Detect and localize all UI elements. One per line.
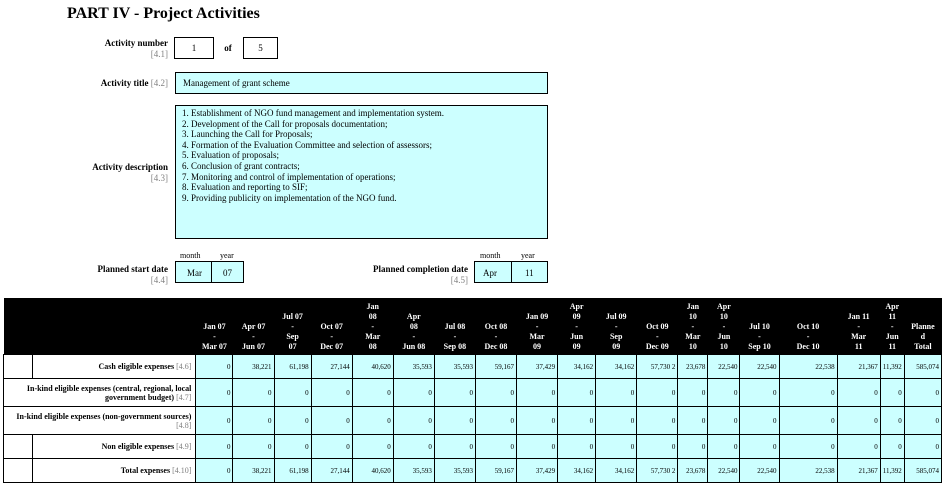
expense-cell[interactable]: 0 bbox=[708, 407, 740, 435]
expense-cell[interactable]: 35,593 bbox=[393, 459, 434, 483]
expense-cell[interactable]: 0 bbox=[517, 435, 558, 459]
period-header: Apr 10 - Jun 10 bbox=[708, 298, 740, 355]
expense-cell[interactable]: 61,198 bbox=[274, 459, 311, 483]
completion-year-label: year bbox=[521, 251, 535, 260]
expense-cell[interactable]: 0 bbox=[678, 407, 708, 435]
expense-cell[interactable]: 38,221 bbox=[233, 355, 274, 379]
row-label: In-kind eligible expenses (non-government sources) [4.8] bbox=[4, 407, 196, 435]
period-header: Apr 08 - Jun 08 bbox=[393, 298, 434, 355]
expense-cell[interactable]: 0 bbox=[274, 407, 311, 435]
expense-cell[interactable]: 35,593 bbox=[434, 459, 475, 483]
expense-cell[interactable]: 0 bbox=[904, 435, 941, 459]
period-header: Apr 11 - Jun 11 bbox=[880, 298, 904, 355]
expense-cell[interactable]: 0 bbox=[196, 407, 233, 435]
expense-cell[interactable]: 0 bbox=[393, 435, 434, 459]
period-header: Oct 08 - Dec 08 bbox=[475, 298, 516, 355]
expense-cell[interactable]: 40,620 bbox=[352, 355, 393, 379]
row-indent bbox=[4, 355, 33, 379]
expense-cell[interactable]: 0 bbox=[596, 407, 637, 435]
activity-number-code: [4.1] bbox=[150, 49, 168, 59]
row-indent bbox=[4, 435, 33, 459]
period-header: Apr 09 - Jun 09 bbox=[558, 298, 596, 355]
expense-cell[interactable]: 61,198 bbox=[274, 355, 311, 379]
activity-description-textarea[interactable] bbox=[175, 105, 548, 239]
start-month-value: Mar bbox=[187, 268, 202, 278]
expense-cell[interactable]: 35,593 bbox=[393, 355, 434, 379]
expense-cell[interactable]: 0 bbox=[904, 407, 941, 435]
table-row bbox=[4, 407, 942, 435]
expense-cell[interactable]: 0 bbox=[233, 407, 274, 435]
expense-cell[interactable]: 0 bbox=[904, 379, 941, 407]
expense-cell[interactable]: 0 bbox=[708, 435, 740, 459]
start-year-label: year bbox=[220, 251, 234, 260]
start-month-label: month bbox=[180, 251, 201, 260]
expense-cell[interactable]: 0 bbox=[434, 435, 475, 459]
expense-cell[interactable]: 59,167 bbox=[475, 459, 516, 483]
description-line: 7. Monitoring and control of implementation of operations; bbox=[182, 171, 396, 182]
header-blank bbox=[4, 298, 196, 355]
expense-cell[interactable]: 22,540 bbox=[708, 459, 740, 483]
planned-completion-code: [4.5] bbox=[450, 275, 468, 285]
expense-cell[interactable]: 0 bbox=[740, 379, 779, 407]
activity-total-value: 5 bbox=[258, 42, 263, 53]
expense-cell[interactable]: 22,540 bbox=[740, 355, 779, 379]
activity-title-value: Management of grant scheme bbox=[183, 78, 290, 88]
description-line: 9. Providing publicity on implementation of the NGO fund. bbox=[182, 192, 397, 203]
expense-cell[interactable]: 0 bbox=[233, 379, 274, 407]
expense-cell[interactable]: 0 bbox=[558, 435, 596, 459]
activity-number-value: 1 bbox=[191, 42, 197, 53]
table-row bbox=[4, 379, 942, 407]
period-header: Jan 09 - Mar 09 bbox=[517, 298, 558, 355]
row-label: Cash eligible expenses [4.6] bbox=[33, 355, 196, 379]
expense-cell[interactable]: 0 bbox=[880, 379, 904, 407]
expense-cell[interactable]: 34,162 bbox=[596, 355, 637, 379]
description-line: 5. Evaluation of proposals; bbox=[182, 150, 279, 161]
expense-cell[interactable]: 0 bbox=[596, 435, 637, 459]
expense-cell[interactable]: 0 bbox=[352, 379, 393, 407]
expense-cell[interactable]: 35,593 bbox=[434, 355, 475, 379]
expense-cell[interactable]: 0 bbox=[678, 379, 708, 407]
expense-cell[interactable]: 0 bbox=[233, 435, 274, 459]
expense-cell[interactable]: 27,144 bbox=[311, 459, 352, 483]
expense-cell[interactable]: 0 bbox=[196, 459, 233, 483]
expense-cell[interactable]: 0 bbox=[393, 379, 434, 407]
expense-cell[interactable]: 0 bbox=[880, 407, 904, 435]
expense-cell[interactable]: 0 bbox=[637, 407, 678, 435]
activity-description-code: [4.3] bbox=[150, 173, 168, 183]
period-header: Oct 07 - Dec 07 bbox=[311, 298, 352, 355]
expense-cell[interactable]: 0 bbox=[475, 379, 516, 407]
expense-cell[interactable]: 21,367 bbox=[837, 459, 880, 483]
period-header: Jan 07 - Mar 07 bbox=[196, 298, 233, 355]
period-header: Jan 10 - Mar 10 bbox=[678, 298, 708, 355]
completion-month-select[interactable] bbox=[474, 261, 512, 283]
expense-cell[interactable]: 0 bbox=[558, 407, 596, 435]
expense-cell[interactable]: 22,538 bbox=[779, 459, 837, 483]
expense-cell[interactable]: 585,074 bbox=[904, 355, 941, 379]
activity-total-input[interactable] bbox=[243, 37, 278, 59]
expense-cell[interactable]: 0 bbox=[637, 435, 678, 459]
activity-title-label: Activity title [4.2] bbox=[100, 78, 168, 88]
expense-cell[interactable]: 0 bbox=[393, 407, 434, 435]
expense-cell[interactable]: 40,620 bbox=[352, 459, 393, 483]
expense-cell[interactable]: 23,678 bbox=[678, 459, 708, 483]
completion-year-value: 11 bbox=[525, 268, 534, 278]
expense-cell[interactable]: 23,678 bbox=[678, 355, 708, 379]
page-title: PART IV - Project Activities bbox=[67, 5, 260, 22]
period-header: Oct 09 - Dec 09 bbox=[637, 298, 678, 355]
expense-cell[interactable]: 0 bbox=[837, 407, 880, 435]
expenses-table bbox=[3, 298, 942, 483]
activity-title-code: [4.2] bbox=[150, 78, 168, 88]
row-label: In-kind eligible expenses (central, regional, local government budget) [4.7] bbox=[4, 379, 196, 407]
expense-cell[interactable]: 11,392 bbox=[880, 355, 904, 379]
planned-start-code: [4.4] bbox=[150, 275, 168, 285]
expense-cell[interactable]: 11,392 bbox=[880, 459, 904, 483]
completion-month-value: Apr bbox=[483, 268, 497, 278]
description-line: 4. Formation of the Evaluation Committee and selection of assessors; bbox=[182, 139, 432, 150]
table-row bbox=[4, 459, 942, 483]
expense-cell[interactable]: 38,221 bbox=[233, 459, 274, 483]
expense-cell[interactable]: 0 bbox=[352, 407, 393, 435]
planned-completion-label: Planned completion date [4.5] bbox=[372, 264, 468, 285]
expense-cell[interactable]: 0 bbox=[517, 379, 558, 407]
expense-cell[interactable]: 0 bbox=[596, 379, 637, 407]
activity-title-input[interactable] bbox=[175, 72, 548, 94]
expense-cell[interactable]: 0 bbox=[779, 407, 837, 435]
expense-cell[interactable]: 0 bbox=[678, 435, 708, 459]
expense-cell[interactable]: 22,540 bbox=[740, 459, 779, 483]
table-header-row bbox=[4, 298, 942, 355]
description-line: 8. Evaluation and reporting to SIF; bbox=[182, 182, 308, 193]
expense-cell[interactable]: 0 bbox=[311, 435, 352, 459]
expense-cell[interactable]: 0 bbox=[779, 379, 837, 407]
expense-cell[interactable]: 0 bbox=[740, 407, 779, 435]
completion-year-input[interactable] bbox=[511, 261, 548, 283]
expense-cell[interactable]: 59,167 bbox=[475, 355, 516, 379]
period-header: Jul 09 - Sep 09 bbox=[596, 298, 637, 355]
activity-description-label: Activity description [4.3] bbox=[92, 162, 168, 183]
period-header: Jan 08 - Mar 08 bbox=[352, 298, 393, 355]
expense-cell[interactable]: 0 bbox=[352, 435, 393, 459]
expense-cell[interactable]: 0 bbox=[475, 407, 516, 435]
expense-cell[interactable]: 0 bbox=[779, 435, 837, 459]
start-year-value: 07 bbox=[223, 268, 232, 278]
expense-cell[interactable]: 57,730 2 bbox=[637, 355, 678, 379]
activity-number-label: Activity number [4.1] bbox=[104, 38, 168, 59]
expense-cell[interactable]: 0 bbox=[274, 379, 311, 407]
description-line: 2. Development of the Call for proposals documentation; bbox=[182, 118, 388, 129]
expense-cell[interactable]: 0 bbox=[740, 435, 779, 459]
expense-cell[interactable]: 34,162 bbox=[596, 459, 637, 483]
expense-cell[interactable]: 37,429 bbox=[517, 459, 558, 483]
period-header: Jul 10 - Sep 10 bbox=[740, 298, 779, 355]
expense-cell[interactable]: 27,144 bbox=[311, 355, 352, 379]
expense-cell[interactable]: 0 bbox=[434, 379, 475, 407]
description-line: 6. Conclusion of grant contracts; bbox=[182, 160, 300, 171]
expense-cell[interactable]: 0 bbox=[837, 379, 880, 407]
expense-cell[interactable]: 0 bbox=[311, 407, 352, 435]
expense-cell[interactable]: 0 bbox=[196, 435, 233, 459]
of-label: of bbox=[224, 43, 232, 53]
period-header: Planne d Total bbox=[904, 298, 941, 355]
expense-cell[interactable]: 21,367 bbox=[837, 355, 880, 379]
period-header: Apr 07 - Jun 07 bbox=[233, 298, 274, 355]
period-header: Oct 10 - Dec 10 bbox=[779, 298, 837, 355]
completion-month-label: month bbox=[480, 251, 501, 260]
description-line: 3. Launching the Call for Proposals; bbox=[182, 129, 313, 140]
expense-cell[interactable]: 0 bbox=[475, 435, 516, 459]
row-label: Non eligible expenses [4.9] bbox=[33, 435, 196, 459]
activity-number-input[interactable] bbox=[174, 37, 214, 59]
expense-cell[interactable]: 0 bbox=[637, 379, 678, 407]
table-row bbox=[4, 355, 942, 379]
period-header: Jul 08 - Sep 08 bbox=[434, 298, 475, 355]
expense-cell[interactable]: 0 bbox=[880, 435, 904, 459]
start-month-select[interactable] bbox=[175, 261, 212, 283]
expense-cell[interactable]: 0 bbox=[837, 435, 880, 459]
row-indent bbox=[4, 459, 33, 483]
planned-start-label: Planned start date [4.4] bbox=[97, 264, 168, 285]
expense-cell[interactable]: 0 bbox=[558, 379, 596, 407]
expense-cell[interactable]: 0 bbox=[311, 379, 352, 407]
expense-cell[interactable]: 34,162 bbox=[558, 355, 596, 379]
expense-cell[interactable]: 0 bbox=[434, 407, 475, 435]
expense-cell[interactable]: 34,162 bbox=[558, 459, 596, 483]
table-row bbox=[4, 435, 942, 459]
expense-cell[interactable]: 22,538 bbox=[779, 355, 837, 379]
row-label: Total expenses [4.10] bbox=[33, 459, 196, 483]
expense-cell[interactable]: 0 bbox=[517, 407, 558, 435]
period-header: Jan 11 - Mar 11 bbox=[837, 298, 880, 355]
start-year-input[interactable] bbox=[211, 261, 244, 283]
expense-cell[interactable]: 57,730 2 bbox=[637, 459, 678, 483]
expense-cell[interactable]: 0 bbox=[196, 379, 233, 407]
period-header: Jul 07 - Sep 07 bbox=[274, 298, 311, 355]
description-line: 1. Establishment of NGO fund management and implementation system. bbox=[182, 108, 444, 118]
expense-cell[interactable]: 22,540 bbox=[708, 355, 740, 379]
expense-cell[interactable]: 585,074 bbox=[904, 459, 941, 483]
expense-cell[interactable]: 0 bbox=[274, 435, 311, 459]
expense-cell[interactable]: 0 bbox=[708, 379, 740, 407]
expense-cell[interactable]: 0 bbox=[196, 355, 233, 379]
expense-cell[interactable]: 37,429 bbox=[517, 355, 558, 379]
